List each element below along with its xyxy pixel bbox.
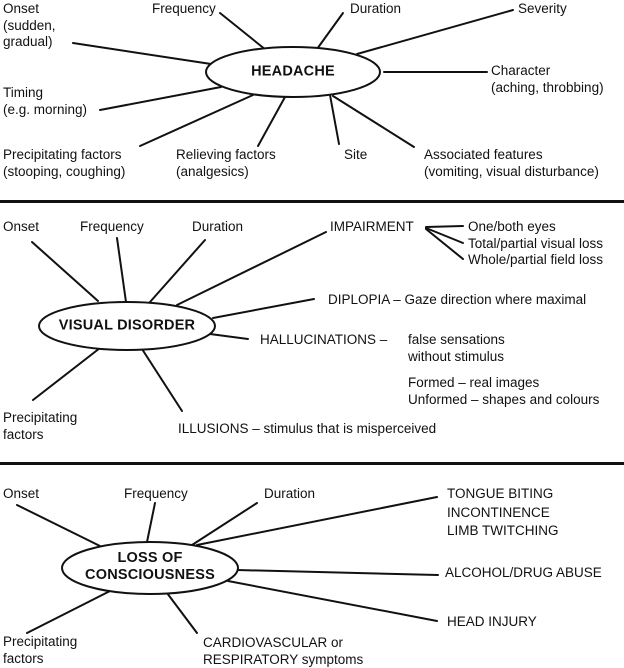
loc-alcohol-label: ALCOHOL/DRUG ABUSE bbox=[445, 565, 602, 580]
line-headache-duration bbox=[317, 13, 343, 49]
line-visual-impairment bbox=[177, 232, 326, 305]
line-headache-precipitating bbox=[140, 95, 253, 146]
visual-frequency-label: Frequency bbox=[80, 219, 144, 234]
line-visual-duration bbox=[150, 240, 205, 302]
line-headache-associated bbox=[333, 96, 414, 147]
line-loc-head-injury bbox=[228, 581, 437, 621]
line-visual-hallucinations bbox=[210, 334, 248, 339]
headache-timing-label: Timing (e.g. morning) bbox=[3, 85, 88, 117]
line-headache-frequency bbox=[220, 13, 266, 50]
headache-duration-label: Duration bbox=[350, 1, 402, 16]
loc-head-injury-label: HEAD INJURY bbox=[447, 614, 537, 629]
headache-center-label: HEADACHE bbox=[251, 63, 335, 80]
headache-relieving-label: Relieving factors (analgesics) bbox=[176, 147, 276, 179]
line-visual-onset bbox=[32, 242, 98, 301]
line-impairment-field-loss bbox=[426, 229, 463, 259]
section-divider-2 bbox=[0, 462, 624, 465]
line-visual-diplopia bbox=[213, 299, 314, 318]
headache-character-label: Character (aching, throbbing) bbox=[491, 63, 604, 95]
visual-disorder-center-label: VISUAL DISORDER bbox=[58, 317, 196, 334]
loc-precipitating-label: Precipitating factors bbox=[3, 634, 78, 666]
line-loc-precipitating bbox=[27, 590, 112, 633]
line-headache-timing bbox=[100, 87, 221, 110]
line-headache-onset bbox=[73, 43, 211, 64]
line-loc-seizure-features bbox=[197, 497, 437, 545]
visual-hallucinations-details-label: false sensations without stimulus bbox=[408, 332, 505, 364]
visual-hallucinations-label: HALLUCINATIONS – bbox=[260, 332, 388, 347]
line-impairment-visual-loss bbox=[426, 228, 463, 243]
headache-associated-label: Associated features (vomiting, visual disturbance) bbox=[424, 147, 599, 179]
line-visual-frequency bbox=[117, 238, 126, 302]
line-visual-precipitating bbox=[33, 348, 100, 400]
headache-site-label: Site bbox=[344, 147, 368, 162]
visual-impairment-details-label: One/both eyes Total/partial visual loss Whole/partial field loss bbox=[468, 219, 604, 267]
headache-frequency-label: Frequency bbox=[152, 1, 216, 16]
line-loc-onset bbox=[17, 505, 102, 547]
loc-frequency-label: Frequency bbox=[124, 486, 188, 501]
headache-precipitating-label: Precipitating factors (stooping, coughing) bbox=[3, 147, 126, 179]
line-headache-relieving bbox=[258, 97, 285, 146]
line-visual-illusions bbox=[142, 349, 182, 411]
visual-impairment-label: IMPAIRMENT bbox=[330, 219, 414, 234]
loc-seizure-features-label: TONGUE BITING INCONTINENCE LIMB TWITCHING bbox=[447, 486, 559, 538]
visual-hallucinations-types-label: Formed – real images Unformed – shapes and colours bbox=[408, 375, 600, 407]
visual-illusions-label: ILLUSIONS – stimulus that is misperceived bbox=[178, 421, 437, 436]
visual-precipitating-label: Precipitating factors bbox=[3, 410, 78, 442]
loc-cardio-label: CARDIOVASCULAR or RESPIRATORY symptoms bbox=[203, 635, 364, 667]
line-headache-site bbox=[330, 95, 339, 144]
headache-severity-label: Severity bbox=[518, 1, 567, 16]
line-loc-alcohol bbox=[237, 570, 438, 575]
headache-onset-label: Onset (sudden, gradual) bbox=[3, 1, 56, 49]
line-loc-frequency bbox=[147, 503, 155, 542]
loss-of-consciousness-center-label: LOSS OF CONSCIOUSNESS bbox=[85, 550, 215, 583]
line-loc-cardio bbox=[167, 593, 197, 633]
section-divider-1 bbox=[0, 200, 624, 203]
visual-onset-label: Onset bbox=[3, 219, 40, 234]
visual-duration-label: Duration bbox=[192, 219, 244, 234]
visual-diplopia-label: DIPLOPIA – Gaze direction where maximal bbox=[328, 292, 587, 307]
loc-duration-label: Duration bbox=[264, 486, 316, 501]
line-impairment-eyes bbox=[426, 226, 463, 227]
loc-onset-label: Onset bbox=[3, 486, 40, 501]
